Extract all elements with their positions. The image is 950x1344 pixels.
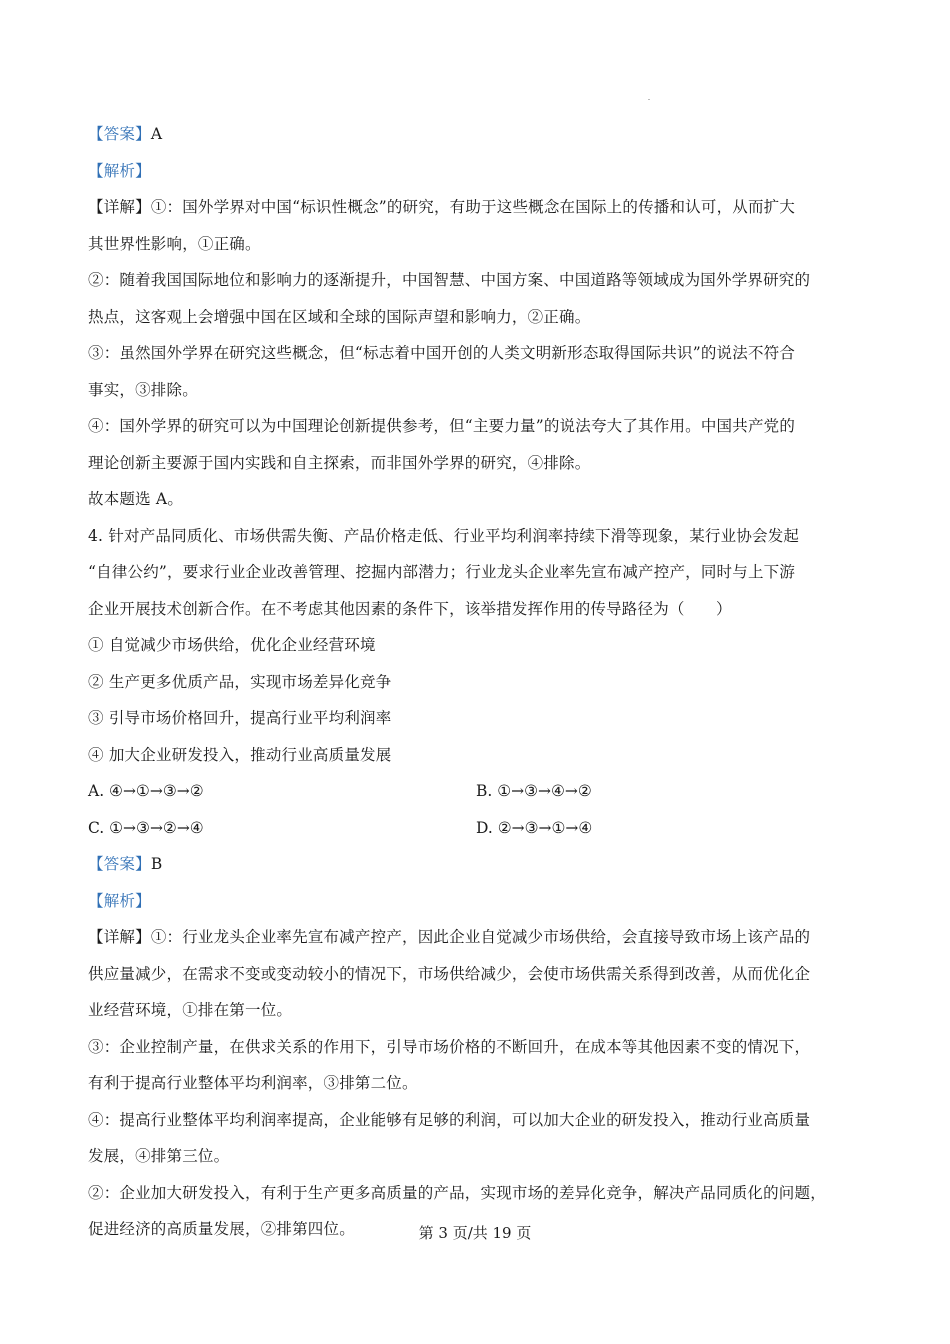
q4-item-1: ① 自觉减少市场供给，优化企业经营环境 bbox=[88, 636, 376, 654]
q4-answer-value: B bbox=[150, 855, 163, 873]
q4-detail-line-8: 促进经济的高质量发展，②排第四位。 bbox=[88, 1220, 355, 1238]
q3-analysis-tag: 【解析】 bbox=[88, 161, 151, 180]
document-page bbox=[88, 116, 868, 1248]
q4-detail-line-1: 供应量减少，在需求不变或变动较小的情况下，市场供给减少，会使市场供需关系得到改善，从而优化企 bbox=[88, 964, 811, 983]
q3-analysis-heading bbox=[88, 153, 868, 190]
q3-answer bbox=[88, 116, 868, 153]
q3-detail-text: ①：国外学界对中国“标识性概念”的研究，有助于这些概念在国际上的传播和认可，从而扩大 bbox=[150, 198, 796, 216]
q4-item-4: ④ 加大企业研发投入，推动行业高质量发展 bbox=[88, 745, 392, 764]
q4-detail-line-3: ③：企业控制产量，在供求关系的作用下，引导市场价格的不断回升，在成本等其他因素不变的情况下， bbox=[88, 1037, 811, 1056]
q3-detail-line-4: ③：虽然国外学界在研究这些概念，但“标志着中国开创的人类文明新形态取得国际共识”的说法不符合 bbox=[88, 344, 796, 362]
scan-dot-top bbox=[648, 99, 650, 100]
q4-stem-line-2: 企业开展技术创新合作。在不考虑其他因素的条件下，该举措发挥作用的传导路径为（ ） bbox=[88, 599, 732, 618]
q4-option-c: C. ①→③→②→④ bbox=[88, 818, 204, 837]
q3-answer-value: A bbox=[150, 125, 163, 143]
q4-detail-text: ①：行业龙头企业率先宣布减产控产，因此企业自觉减少市场供给，会直接导致市场上该产品的 bbox=[150, 928, 811, 946]
q3-detail-tag: 【详解】 bbox=[88, 198, 151, 216]
q4-detail-tag: 【详解】 bbox=[88, 928, 151, 946]
q4-analysis-tag: 【解析】 bbox=[88, 891, 151, 910]
q4-option-a: A. ④→①→③→② bbox=[88, 782, 204, 800]
q3-detail-line-5: 事实，③排除。 bbox=[88, 380, 198, 399]
q3-detail-line-1: 其世界性影响，①正确。 bbox=[88, 234, 261, 253]
page-footer: 第 3 页/共 19 页 bbox=[418, 1224, 532, 1242]
q4-detail-line-6: 发展，④排第三位。 bbox=[88, 1147, 230, 1165]
q4-detail-line-5: ④：提高行业整体平均利润率提高，企业能够有足够的利润，可以加大企业的研发投入，推动行业高质量 bbox=[88, 1110, 811, 1129]
q4-answer bbox=[88, 846, 868, 883]
q4-item-2: ② 生产更多优质产品，实现市场差异化竞争 bbox=[88, 672, 392, 691]
q4-options-row-1 bbox=[88, 773, 868, 810]
q4-stem-line-0: 4. 针对产品同质化、市场供需失衡、产品价格走低、行业平均利润率持续下滑等现象，某行业协会发起 bbox=[88, 526, 800, 545]
q4-detail-line-2: 业经营环境，①排在第一位。 bbox=[88, 1001, 293, 1019]
q4-option-b: B. ①→③→④→② bbox=[476, 782, 592, 800]
q4-option-d: D. ②→③→①→④ bbox=[476, 818, 593, 837]
q3-detail-line-3: 热点，这客观上会增强中国在区域和全球的国际声望和影响力，②正确。 bbox=[88, 307, 591, 326]
q4-detail-line-7: ②：企业加大研发投入，有利于生产更多高质量的产品，实现市场的差异化竞争，解决产品同质化的问题， bbox=[88, 1183, 826, 1202]
q3-detail-line-6: ④：国外学界的研究可以为中国理论创新提供参考，但“主要力量”的说法夸大了其作用。中国共产党的 bbox=[88, 417, 796, 435]
q4-analysis-heading bbox=[88, 883, 868, 920]
q4-detail-line-0 bbox=[88, 919, 868, 956]
q3-conclusion: 故本题选 A。 bbox=[88, 490, 184, 508]
q4-answer-tag: 【答案】 bbox=[88, 855, 151, 873]
q3-detail-line-0 bbox=[88, 189, 868, 226]
q3-detail-line-2: ②：随着我国国际地位和影响力的逐渐提升，中国智慧、中国方案、中国道路等领域成为国外学界研究的 bbox=[88, 271, 811, 289]
q3-detail-line-7: 理论创新主要源于国内实践和自主探索，而非国外学界的研究，④排除。 bbox=[88, 453, 591, 472]
q4-item-3: ③ 引导市场价格回升，提高行业平均利润率 bbox=[88, 709, 392, 727]
q3-answer-tag: 【答案】 bbox=[88, 125, 151, 143]
q4-stem-line-1: “自律公约”，要求行业企业改善管理、挖掘内部潜力；行业龙头企业率先宣布减产控产，同时与上下游 bbox=[88, 563, 796, 581]
q4-options-row-2 bbox=[88, 810, 868, 847]
q4-detail-line-4: 有利于提高行业整体平均利润率，③排第二位。 bbox=[88, 1074, 418, 1092]
